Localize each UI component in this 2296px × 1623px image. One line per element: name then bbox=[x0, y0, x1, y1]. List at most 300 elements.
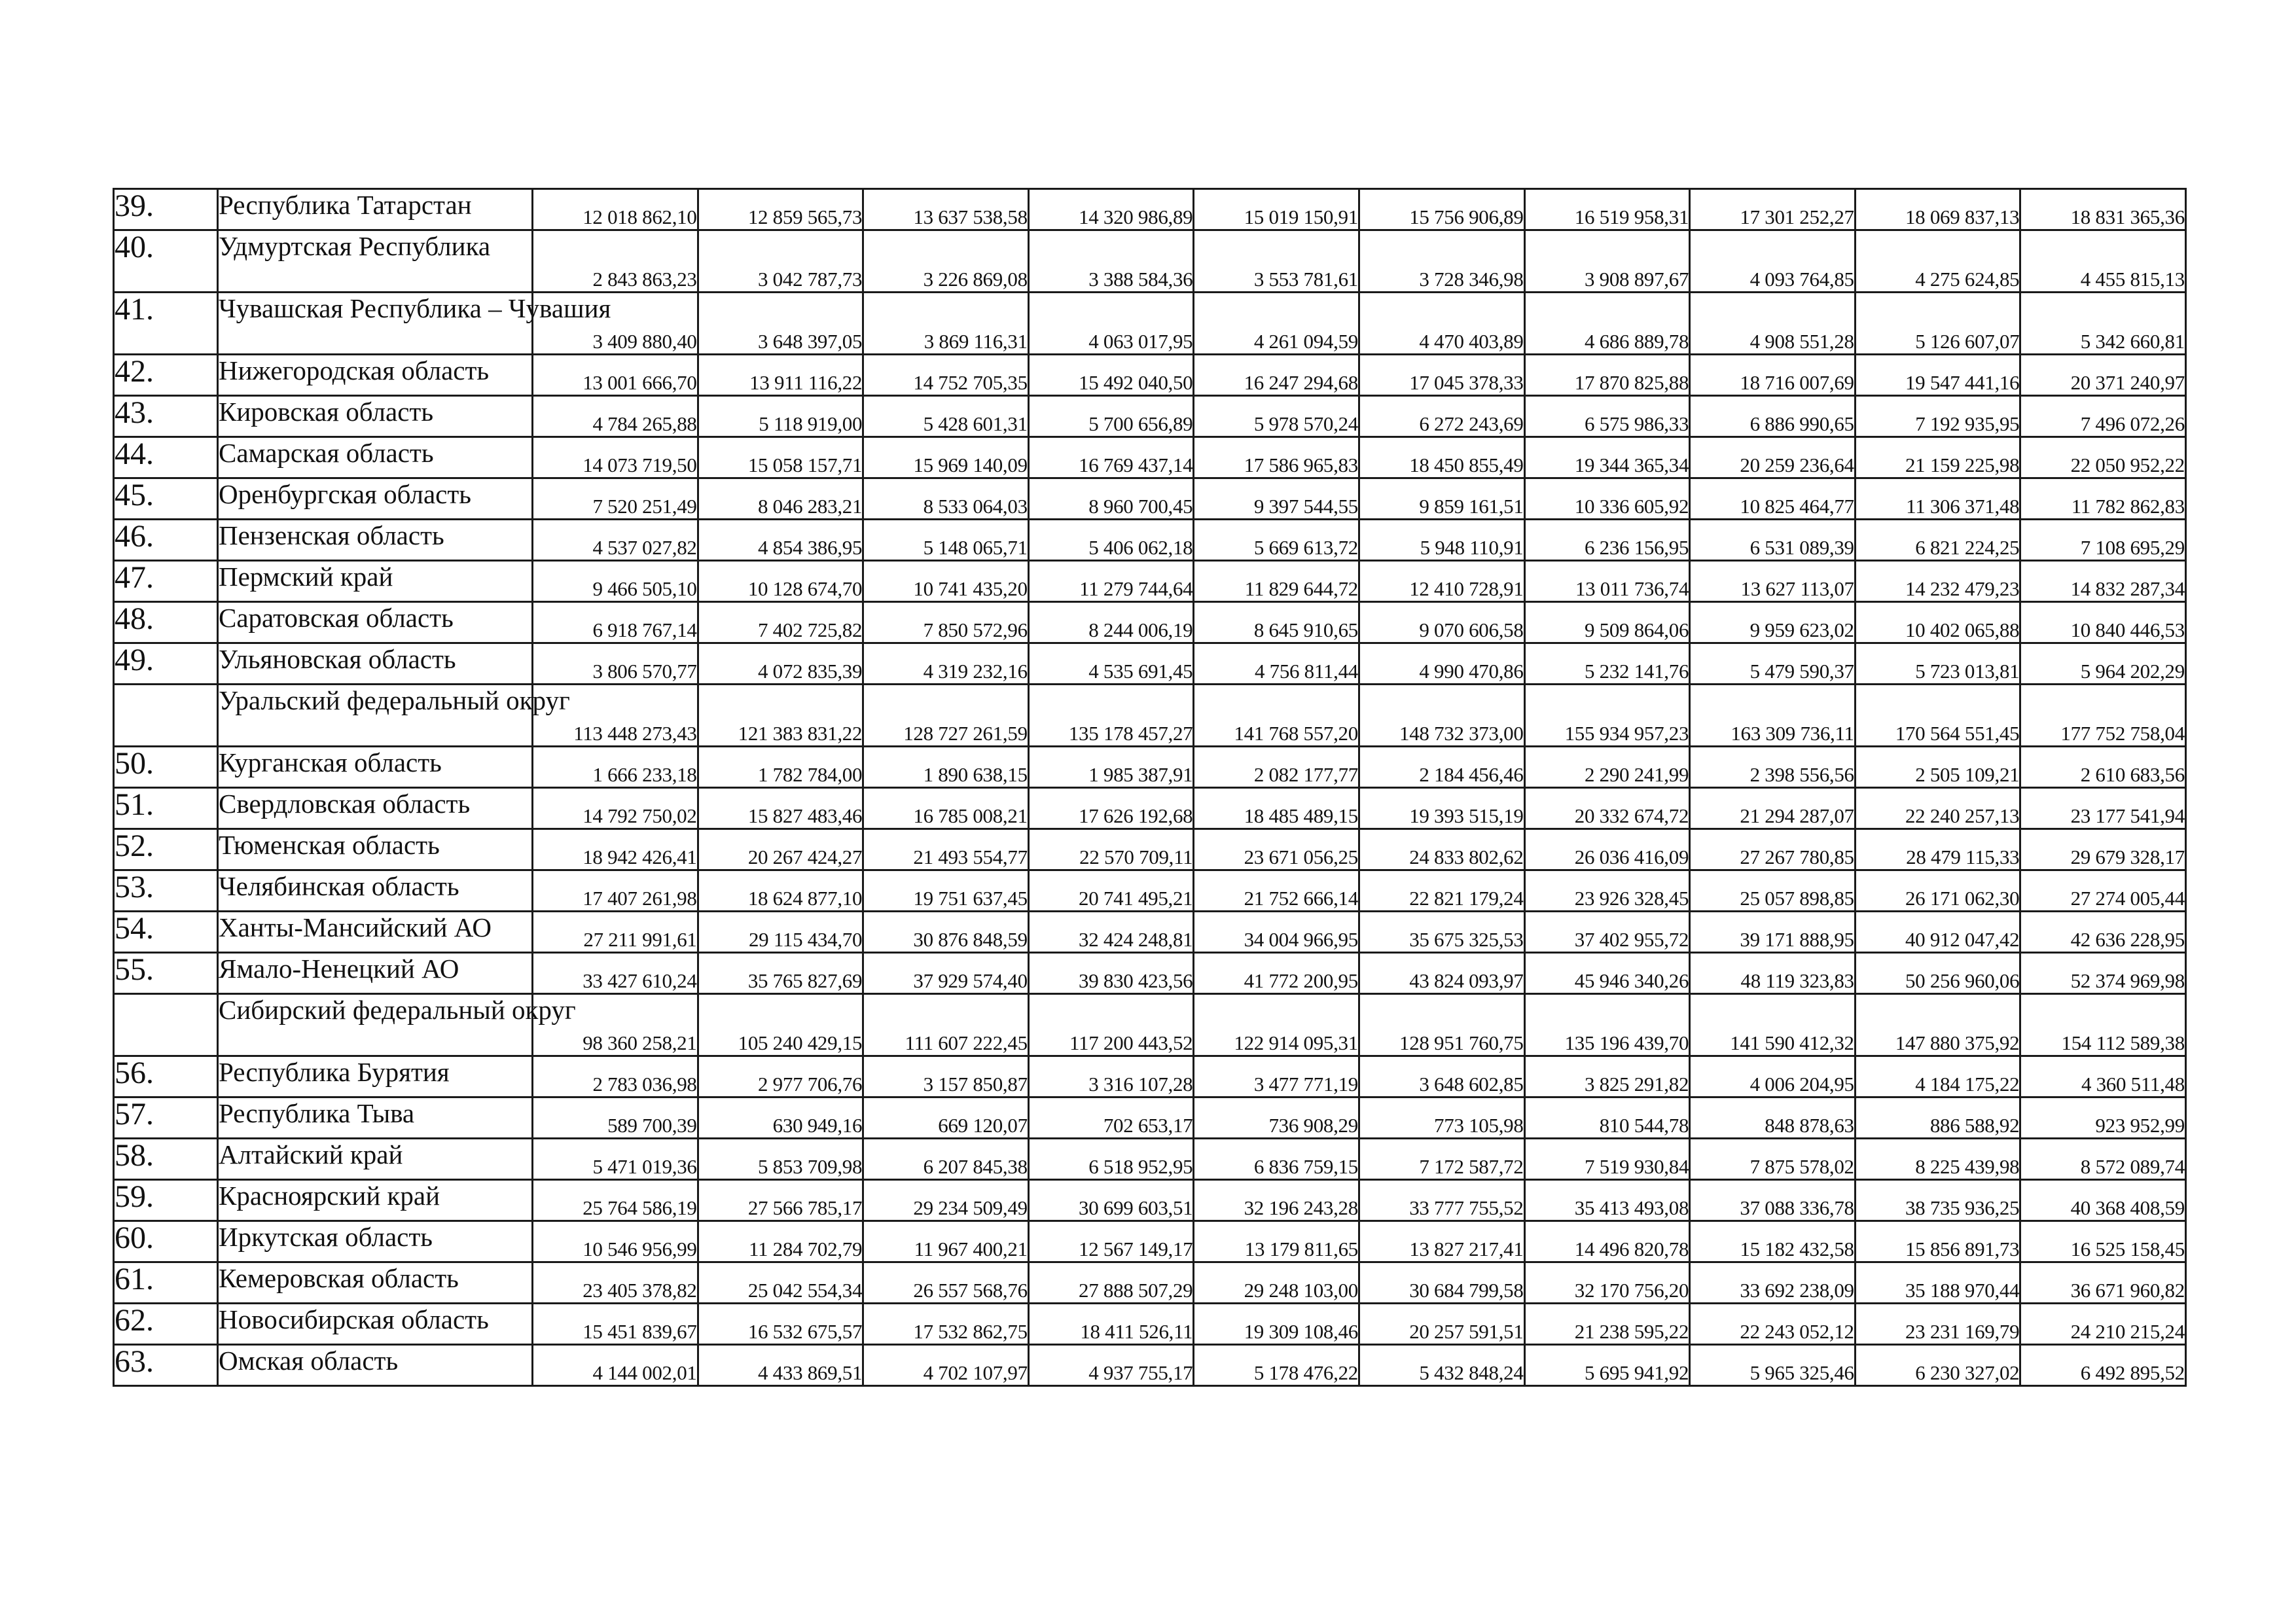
row-number: 49. bbox=[114, 643, 218, 685]
row-number: 56. bbox=[114, 1056, 218, 1097]
row-number: 50. bbox=[114, 747, 218, 788]
value-cell: 13 179 811,65 bbox=[1194, 1221, 1359, 1262]
table-row bbox=[114, 1180, 2186, 1221]
value-cell: 14 320 986,89 bbox=[1028, 189, 1194, 230]
value-cell: 50 256 960,06 bbox=[1855, 953, 2020, 994]
value-cell: 28 479 115,33 bbox=[1855, 829, 2020, 870]
value-cell: 2 843 863,23 bbox=[533, 230, 698, 293]
region-name: Курганская область bbox=[218, 747, 533, 788]
value-cell: 19 393 515,19 bbox=[1359, 788, 1524, 829]
value-cell: 4 063 017,95 bbox=[1028, 293, 1194, 355]
value-cell: 13 911 116,22 bbox=[698, 355, 863, 396]
value-cell: 1 985 387,91 bbox=[1028, 747, 1194, 788]
value-cell: 4 537 027,82 bbox=[533, 520, 698, 561]
table-row bbox=[114, 788, 2186, 829]
region-name: Уральский федеральный округ bbox=[218, 685, 533, 747]
value-cell: 848 878,63 bbox=[1690, 1097, 1856, 1139]
table-row bbox=[114, 293, 2186, 355]
row-number: 62. bbox=[114, 1304, 218, 1345]
value-cell: 5 948 110,91 bbox=[1359, 520, 1524, 561]
value-cell: 3 908 897,67 bbox=[1524, 230, 1690, 293]
value-cell: 4 990 470,86 bbox=[1359, 643, 1524, 685]
value-cell: 128 727 261,59 bbox=[863, 685, 1029, 747]
value-cell: 33 427 610,24 bbox=[533, 953, 698, 994]
value-cell: 5 428 601,31 bbox=[863, 396, 1029, 437]
value-cell: 17 407 261,98 bbox=[533, 870, 698, 912]
value-cell: 7 108 695,29 bbox=[2020, 520, 2186, 561]
value-cell: 4 072 835,39 bbox=[698, 643, 863, 685]
value-cell: 12 567 149,17 bbox=[1028, 1221, 1194, 1262]
value-cell: 25 764 586,19 bbox=[533, 1180, 698, 1221]
region-name: Самарская область bbox=[218, 437, 533, 478]
value-cell: 32 170 756,20 bbox=[1524, 1262, 1690, 1304]
value-cell: 8 046 283,21 bbox=[698, 478, 863, 520]
value-cell: 9 070 606,58 bbox=[1359, 602, 1524, 643]
value-cell: 141 590 412,32 bbox=[1690, 994, 1856, 1056]
value-cell: 45 946 340,26 bbox=[1524, 953, 1690, 994]
value-cell: 13 011 736,74 bbox=[1524, 561, 1690, 602]
value-cell: 3 409 880,40 bbox=[533, 293, 698, 355]
value-cell: 13 627 113,07 bbox=[1690, 561, 1856, 602]
value-cell: 14 232 479,23 bbox=[1855, 561, 2020, 602]
row-number: 63. bbox=[114, 1345, 218, 1386]
value-cell: 11 279 744,64 bbox=[1028, 561, 1194, 602]
row-number: 55. bbox=[114, 953, 218, 994]
region-name: Республика Татарстан bbox=[218, 189, 533, 230]
value-cell: 20 267 424,27 bbox=[698, 829, 863, 870]
value-cell: 38 735 936,25 bbox=[1855, 1180, 2020, 1221]
regional-data-table bbox=[113, 188, 2187, 1387]
region-name: Иркутская область bbox=[218, 1221, 533, 1262]
value-cell: 3 316 107,28 bbox=[1028, 1056, 1194, 1097]
value-cell: 1 890 638,15 bbox=[863, 747, 1029, 788]
value-cell: 155 934 957,23 bbox=[1524, 685, 1690, 747]
value-cell: 2 977 706,76 bbox=[698, 1056, 863, 1097]
value-cell: 41 772 200,95 bbox=[1194, 953, 1359, 994]
value-cell: 6 821 224,25 bbox=[1855, 520, 2020, 561]
value-cell: 6 575 986,33 bbox=[1524, 396, 1690, 437]
region-name: Новосибирская область bbox=[218, 1304, 533, 1345]
value-cell: 8 572 089,74 bbox=[2020, 1139, 2186, 1180]
value-cell: 32 196 243,28 bbox=[1194, 1180, 1359, 1221]
region-name: Сибирский федеральный округ bbox=[218, 994, 533, 1056]
region-name: Кемеровская область bbox=[218, 1262, 533, 1304]
value-cell: 33 777 755,52 bbox=[1359, 1180, 1524, 1221]
value-cell: 26 171 062,30 bbox=[1855, 870, 2020, 912]
table-row bbox=[114, 1139, 2186, 1180]
value-cell: 21 294 287,07 bbox=[1690, 788, 1856, 829]
value-cell: 15 058 157,71 bbox=[698, 437, 863, 478]
value-cell: 21 493 554,77 bbox=[863, 829, 1029, 870]
value-cell: 18 485 489,15 bbox=[1194, 788, 1359, 829]
value-cell: 23 177 541,94 bbox=[2020, 788, 2186, 829]
row-number: 46. bbox=[114, 520, 218, 561]
value-cell: 2 505 109,21 bbox=[1855, 747, 2020, 788]
value-cell: 18 450 855,49 bbox=[1359, 437, 1524, 478]
value-cell: 3 477 771,19 bbox=[1194, 1056, 1359, 1097]
value-cell: 26 036 416,09 bbox=[1524, 829, 1690, 870]
value-cell: 35 765 827,69 bbox=[698, 953, 863, 994]
region-name: Омская область bbox=[218, 1345, 533, 1386]
value-cell: 5 669 613,72 bbox=[1194, 520, 1359, 561]
value-cell: 14 073 719,50 bbox=[533, 437, 698, 478]
value-cell: 4 261 094,59 bbox=[1194, 293, 1359, 355]
value-cell: 15 756 906,89 bbox=[1359, 189, 1524, 230]
value-cell: 37 929 574,40 bbox=[863, 953, 1029, 994]
value-cell: 3 553 781,61 bbox=[1194, 230, 1359, 293]
value-cell: 10 825 464,77 bbox=[1690, 478, 1856, 520]
value-cell: 105 240 429,15 bbox=[698, 994, 863, 1056]
value-cell: 20 332 674,72 bbox=[1524, 788, 1690, 829]
region-name: Нижегородская область bbox=[218, 355, 533, 396]
row-number: 53. bbox=[114, 870, 218, 912]
value-cell: 8 960 700,45 bbox=[1028, 478, 1194, 520]
region-name: Оренбургская область bbox=[218, 478, 533, 520]
value-cell: 29 234 509,49 bbox=[863, 1180, 1029, 1221]
value-cell: 6 886 990,65 bbox=[1690, 396, 1856, 437]
value-cell: 35 675 325,53 bbox=[1359, 912, 1524, 953]
value-cell: 18 069 837,13 bbox=[1855, 189, 2020, 230]
value-cell: 6 236 156,95 bbox=[1524, 520, 1690, 561]
value-cell: 923 952,99 bbox=[2020, 1097, 2186, 1139]
value-cell: 25 042 554,34 bbox=[698, 1262, 863, 1304]
value-cell: 17 301 252,27 bbox=[1690, 189, 1856, 230]
value-cell: 630 949,16 bbox=[698, 1097, 863, 1139]
table-row bbox=[114, 355, 2186, 396]
value-cell: 16 785 008,21 bbox=[863, 788, 1029, 829]
row-number: 54. bbox=[114, 912, 218, 953]
value-cell: 15 827 483,46 bbox=[698, 788, 863, 829]
table-row bbox=[114, 396, 2186, 437]
value-cell: 22 821 179,24 bbox=[1359, 870, 1524, 912]
row-number: 43. bbox=[114, 396, 218, 437]
value-cell: 8 244 006,19 bbox=[1028, 602, 1194, 643]
value-cell: 21 238 595,22 bbox=[1524, 1304, 1690, 1345]
value-cell: 24 833 802,62 bbox=[1359, 829, 1524, 870]
value-cell: 147 880 375,92 bbox=[1855, 994, 2020, 1056]
value-cell: 15 856 891,73 bbox=[1855, 1221, 2020, 1262]
row-number: 57. bbox=[114, 1097, 218, 1139]
value-cell: 18 942 426,41 bbox=[533, 829, 698, 870]
value-cell: 11 829 644,72 bbox=[1194, 561, 1359, 602]
value-cell: 7 496 072,26 bbox=[2020, 396, 2186, 437]
value-cell: 16 769 437,14 bbox=[1028, 437, 1194, 478]
region-name: Челябинская область bbox=[218, 870, 533, 912]
value-cell: 34 004 966,95 bbox=[1194, 912, 1359, 953]
value-cell: 3 157 850,87 bbox=[863, 1056, 1029, 1097]
value-cell: 702 653,17 bbox=[1028, 1097, 1194, 1139]
value-cell: 4 784 265,88 bbox=[533, 396, 698, 437]
value-cell: 154 112 589,38 bbox=[2020, 994, 2186, 1056]
value-cell: 5 479 590,37 bbox=[1690, 643, 1856, 685]
value-cell: 4 686 889,78 bbox=[1524, 293, 1690, 355]
value-cell: 117 200 443,52 bbox=[1028, 994, 1194, 1056]
value-cell: 135 196 439,70 bbox=[1524, 994, 1690, 1056]
value-cell: 20 257 591,51 bbox=[1359, 1304, 1524, 1345]
table-row bbox=[114, 437, 2186, 478]
region-name: Красноярский край bbox=[218, 1180, 533, 1221]
value-cell: 36 671 960,82 bbox=[2020, 1262, 2186, 1304]
value-cell: 22 050 952,22 bbox=[2020, 437, 2186, 478]
value-cell: 17 586 965,83 bbox=[1194, 437, 1359, 478]
value-cell: 3 648 397,05 bbox=[698, 293, 863, 355]
value-cell: 12 410 728,91 bbox=[1359, 561, 1524, 602]
region-name: Удмуртская Республика bbox=[218, 230, 533, 293]
value-cell: 4 319 232,16 bbox=[863, 643, 1029, 685]
value-cell: 11 782 862,83 bbox=[2020, 478, 2186, 520]
value-cell: 39 830 423,56 bbox=[1028, 953, 1194, 994]
value-cell: 9 397 544,55 bbox=[1194, 478, 1359, 520]
value-cell: 5 964 202,29 bbox=[2020, 643, 2186, 685]
value-cell: 20 741 495,21 bbox=[1028, 870, 1194, 912]
value-cell: 4 006 204,95 bbox=[1690, 1056, 1856, 1097]
value-cell: 5 232 141,76 bbox=[1524, 643, 1690, 685]
row-number: 58. bbox=[114, 1139, 218, 1180]
value-cell: 9 859 161,51 bbox=[1359, 478, 1524, 520]
row-number: 39. bbox=[114, 189, 218, 230]
value-cell: 15 969 140,09 bbox=[863, 437, 1029, 478]
value-cell: 177 752 758,04 bbox=[2020, 685, 2186, 747]
value-cell: 7 192 935,95 bbox=[1855, 396, 2020, 437]
value-cell: 42 636 228,95 bbox=[2020, 912, 2186, 953]
value-cell: 7 172 587,72 bbox=[1359, 1139, 1524, 1180]
value-cell: 15 182 432,58 bbox=[1690, 1221, 1856, 1262]
value-cell: 121 383 831,22 bbox=[698, 685, 863, 747]
value-cell: 20 259 236,64 bbox=[1690, 437, 1856, 478]
region-name: Алтайский край bbox=[218, 1139, 533, 1180]
value-cell: 22 240 257,13 bbox=[1855, 788, 2020, 829]
table-row bbox=[114, 953, 2186, 994]
table-row bbox=[114, 1097, 2186, 1139]
region-name: Ханты-Мансийский АО bbox=[218, 912, 533, 953]
table-row bbox=[114, 685, 2186, 747]
value-cell: 39 171 888,95 bbox=[1690, 912, 1856, 953]
value-cell: 30 684 799,58 bbox=[1359, 1262, 1524, 1304]
value-cell: 9 466 505,10 bbox=[533, 561, 698, 602]
table-row bbox=[114, 1345, 2186, 1386]
value-cell: 5 342 660,81 bbox=[2020, 293, 2186, 355]
value-cell: 18 624 877,10 bbox=[698, 870, 863, 912]
value-cell: 5 471 019,36 bbox=[533, 1139, 698, 1180]
region-name: Пензенская область bbox=[218, 520, 533, 561]
region-name: Ямало-Ненецкий АО bbox=[218, 953, 533, 994]
value-cell: 8 225 439,98 bbox=[1855, 1139, 2020, 1180]
value-cell: 5 178 476,22 bbox=[1194, 1345, 1359, 1386]
value-cell: 4 535 691,45 bbox=[1028, 643, 1194, 685]
value-cell: 5 126 607,07 bbox=[1855, 293, 2020, 355]
region-name: Пермский край bbox=[218, 561, 533, 602]
value-cell: 141 768 557,20 bbox=[1194, 685, 1359, 747]
value-cell: 23 671 056,25 bbox=[1194, 829, 1359, 870]
table-row bbox=[114, 1262, 2186, 1304]
value-cell: 11 306 371,48 bbox=[1855, 478, 2020, 520]
value-cell: 16 247 294,68 bbox=[1194, 355, 1359, 396]
value-cell: 6 230 327,02 bbox=[1855, 1345, 2020, 1386]
value-cell: 122 914 095,31 bbox=[1194, 994, 1359, 1056]
value-cell: 27 267 780,85 bbox=[1690, 829, 1856, 870]
value-cell: 2 398 556,56 bbox=[1690, 747, 1856, 788]
value-cell: 669 120,07 bbox=[863, 1097, 1029, 1139]
value-cell: 5 723 013,81 bbox=[1855, 643, 2020, 685]
value-cell: 4 455 815,13 bbox=[2020, 230, 2186, 293]
value-cell: 810 544,78 bbox=[1524, 1097, 1690, 1139]
table-row bbox=[114, 1304, 2186, 1345]
value-cell: 6 492 895,52 bbox=[2020, 1345, 2186, 1386]
value-cell: 48 119 323,83 bbox=[1690, 953, 1856, 994]
value-cell: 19 751 637,45 bbox=[863, 870, 1029, 912]
value-cell: 37 402 955,72 bbox=[1524, 912, 1690, 953]
value-cell: 37 088 336,78 bbox=[1690, 1180, 1856, 1221]
value-cell: 4 275 624,85 bbox=[1855, 230, 2020, 293]
value-cell: 6 918 767,14 bbox=[533, 602, 698, 643]
row-number: 47. bbox=[114, 561, 218, 602]
value-cell: 7 875 578,02 bbox=[1690, 1139, 1856, 1180]
row-number: 40. bbox=[114, 230, 218, 293]
value-cell: 16 525 158,45 bbox=[2020, 1221, 2186, 1262]
value-cell: 18 411 526,11 bbox=[1028, 1304, 1194, 1345]
value-cell: 4 937 755,17 bbox=[1028, 1345, 1194, 1386]
value-cell: 5 118 919,00 bbox=[698, 396, 863, 437]
value-cell: 27 566 785,17 bbox=[698, 1180, 863, 1221]
region-name: Саратовская область bbox=[218, 602, 533, 643]
value-cell: 33 692 238,09 bbox=[1690, 1262, 1856, 1304]
value-cell: 10 546 956,99 bbox=[533, 1221, 698, 1262]
value-cell: 13 827 217,41 bbox=[1359, 1221, 1524, 1262]
value-cell: 4 360 511,48 bbox=[2020, 1056, 2186, 1097]
value-cell: 589 700,39 bbox=[533, 1097, 698, 1139]
value-cell: 2 184 456,46 bbox=[1359, 747, 1524, 788]
value-cell: 17 626 192,68 bbox=[1028, 788, 1194, 829]
value-cell: 5 978 570,24 bbox=[1194, 396, 1359, 437]
value-cell: 4 144 002,01 bbox=[533, 1345, 698, 1386]
value-cell: 4 854 386,95 bbox=[698, 520, 863, 561]
value-cell: 40 912 047,42 bbox=[1855, 912, 2020, 953]
value-cell: 736 908,29 bbox=[1194, 1097, 1359, 1139]
value-cell: 19 344 365,34 bbox=[1524, 437, 1690, 478]
value-cell: 13 637 538,58 bbox=[863, 189, 1029, 230]
table-row bbox=[114, 1056, 2186, 1097]
value-cell: 3 648 602,85 bbox=[1359, 1056, 1524, 1097]
value-cell: 113 448 273,43 bbox=[533, 685, 698, 747]
value-cell: 29 679 328,17 bbox=[2020, 829, 2186, 870]
value-cell: 6 272 243,69 bbox=[1359, 396, 1524, 437]
value-cell: 2 783 036,98 bbox=[533, 1056, 698, 1097]
value-cell: 23 926 328,45 bbox=[1524, 870, 1690, 912]
value-cell: 8 645 910,65 bbox=[1194, 602, 1359, 643]
value-cell: 10 402 065,88 bbox=[1855, 602, 2020, 643]
table-row bbox=[114, 189, 2186, 230]
value-cell: 20 371 240,97 bbox=[2020, 355, 2186, 396]
value-cell: 3 806 570,77 bbox=[533, 643, 698, 685]
region-name: Республика Тыва bbox=[218, 1097, 533, 1139]
value-cell: 15 451 839,67 bbox=[533, 1304, 698, 1345]
table-row bbox=[114, 520, 2186, 561]
row-number bbox=[114, 685, 218, 747]
value-cell: 4 470 403,89 bbox=[1359, 293, 1524, 355]
value-cell: 1 782 784,00 bbox=[698, 747, 863, 788]
value-cell: 5 700 656,89 bbox=[1028, 396, 1194, 437]
value-cell: 3 388 584,36 bbox=[1028, 230, 1194, 293]
region-name: Кировская область bbox=[218, 396, 533, 437]
value-cell: 5 148 065,71 bbox=[863, 520, 1029, 561]
table-row bbox=[114, 829, 2186, 870]
value-cell: 11 284 702,79 bbox=[698, 1221, 863, 1262]
value-cell: 6 836 759,15 bbox=[1194, 1139, 1359, 1180]
region-name: Республика Бурятия bbox=[218, 1056, 533, 1097]
region-name: Чувашская Республика – Чувашия bbox=[218, 293, 533, 355]
value-cell: 18 716 007,69 bbox=[1690, 355, 1856, 396]
region-name: Ульяновская область bbox=[218, 643, 533, 685]
value-cell: 886 588,92 bbox=[1855, 1097, 2020, 1139]
row-number: 61. bbox=[114, 1262, 218, 1304]
value-cell: 18 831 365,36 bbox=[2020, 189, 2186, 230]
value-cell: 3 226 869,08 bbox=[863, 230, 1029, 293]
value-cell: 135 178 457,27 bbox=[1028, 685, 1194, 747]
value-cell: 10 336 605,92 bbox=[1524, 478, 1690, 520]
value-cell: 17 532 862,75 bbox=[863, 1304, 1029, 1345]
value-cell: 13 001 666,70 bbox=[533, 355, 698, 396]
table-row bbox=[114, 912, 2186, 953]
value-cell: 30 699 603,51 bbox=[1028, 1180, 1194, 1221]
value-cell: 2 610 683,56 bbox=[2020, 747, 2186, 788]
value-cell: 6 518 952,95 bbox=[1028, 1139, 1194, 1180]
value-cell: 12 018 862,10 bbox=[533, 189, 698, 230]
value-cell: 3 825 291,82 bbox=[1524, 1056, 1690, 1097]
value-cell: 43 824 093,97 bbox=[1359, 953, 1524, 994]
table-row bbox=[114, 643, 2186, 685]
value-cell: 10 840 446,53 bbox=[2020, 602, 2186, 643]
value-cell: 6 207 845,38 bbox=[863, 1139, 1029, 1180]
value-cell: 163 309 736,11 bbox=[1690, 685, 1856, 747]
value-cell: 16 519 958,31 bbox=[1524, 189, 1690, 230]
value-cell: 22 570 709,11 bbox=[1028, 829, 1194, 870]
value-cell: 27 888 507,29 bbox=[1028, 1262, 1194, 1304]
table-row bbox=[114, 1221, 2186, 1262]
table-row bbox=[114, 602, 2186, 643]
value-cell: 24 210 215,24 bbox=[2020, 1304, 2186, 1345]
table-row bbox=[114, 478, 2186, 520]
row-number: 44. bbox=[114, 437, 218, 478]
value-cell: 773 105,98 bbox=[1359, 1097, 1524, 1139]
value-cell: 5 695 941,92 bbox=[1524, 1345, 1690, 1386]
value-cell: 30 876 848,59 bbox=[863, 912, 1029, 953]
value-cell: 23 231 169,79 bbox=[1855, 1304, 2020, 1345]
value-cell: 14 832 287,34 bbox=[2020, 561, 2186, 602]
table-row bbox=[114, 230, 2186, 293]
region-name: Тюменская область bbox=[218, 829, 533, 870]
value-cell: 11 967 400,21 bbox=[863, 1221, 1029, 1262]
table-row bbox=[114, 870, 2186, 912]
value-cell: 170 564 551,45 bbox=[1855, 685, 2020, 747]
value-cell: 29 248 103,00 bbox=[1194, 1262, 1359, 1304]
row-number: 41. bbox=[114, 293, 218, 355]
value-cell: 4 908 551,28 bbox=[1690, 293, 1856, 355]
value-cell: 14 792 750,02 bbox=[533, 788, 698, 829]
value-cell: 15 492 040,50 bbox=[1028, 355, 1194, 396]
value-cell: 7 520 251,49 bbox=[533, 478, 698, 520]
row-number bbox=[114, 994, 218, 1056]
table-row bbox=[114, 747, 2186, 788]
value-cell: 21 159 225,98 bbox=[1855, 437, 2020, 478]
value-cell: 19 309 108,46 bbox=[1194, 1304, 1359, 1345]
value-cell: 40 368 408,59 bbox=[2020, 1180, 2186, 1221]
row-number: 48. bbox=[114, 602, 218, 643]
value-cell: 26 557 568,76 bbox=[863, 1262, 1029, 1304]
value-cell: 5 406 062,18 bbox=[1028, 520, 1194, 561]
value-cell: 7 519 930,84 bbox=[1524, 1139, 1690, 1180]
value-cell: 1 666 233,18 bbox=[533, 747, 698, 788]
value-cell: 14 752 705,35 bbox=[863, 355, 1029, 396]
